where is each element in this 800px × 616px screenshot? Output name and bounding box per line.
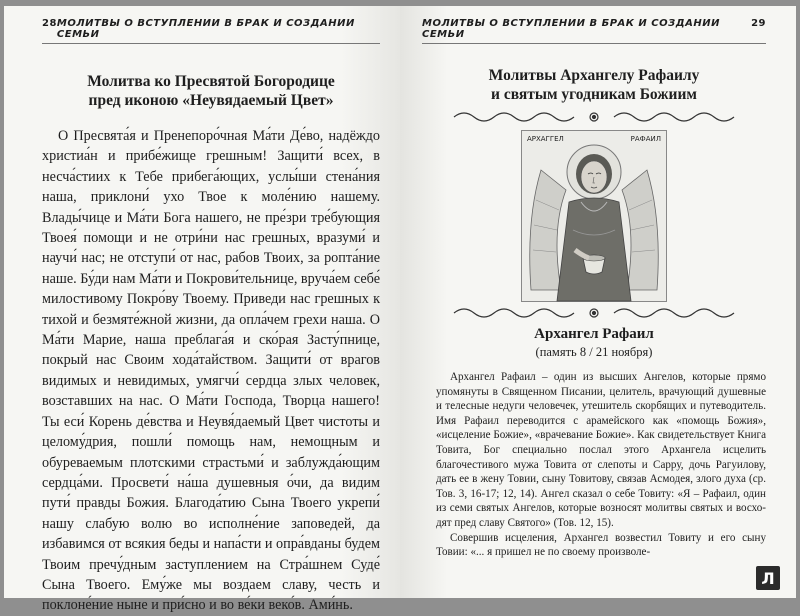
prayer-title-right <box>422 66 766 104</box>
running-head-left <box>42 18 380 44</box>
running-head-right <box>422 18 766 44</box>
prayer-paragraph: О Пресвята́я и Пренепоро́чная Ма́ти Де́во, надёждо христиа́н и прибе́жище грешным! Защити́ всех, в несча́стиих к Тебе прибега́ющих, услы́ши стена́ния наша, приклони́ ухо Твое к моле́нию нашему. Влады́чице и Ма́ти Бога нашего, не пре́зри тре́бующия Твоея́ помощи и не отри́ни нас грешных, вразуми́ и научи́ нас; не отступи́ от нас, рабов Твоих, за ропта́ние наше. Бу́ди нам Ма́ти и Покрови́тельнице, вруча́ем себе́ милостивому Покро́ву Твоему. Приведи нас грешных к тихой и безмяте́жной жизни, да опла́чем грехи наша. О Ма́ти Марие, наша преблага́я и ско́рая Засту́пнице, покрый нас Своим хода́тайством. Защити́ от врагов видимых и невидимых, умягчи́ сердца злых человек, возставших на нас. О Ма́ти Господа, Творца нашего! Ты еси́ Корень де́вства и Неувя́даемый Цвет чистоты и целому́дрия, пошли́ помощь нам, немощным и обуреваемым плотскими страстьми́ и заблужда́ющим сердца́ми. Просвети́ на́ша душевныя о́чи, да видим пути́ правды Божия. Благода́тию Сына Твоего укрепи́ нашу слабую волю во исполне́ние заповедей, да избавимся от всякия беды и напа́сти и опра́вданы будем Твоим пречу́дным заступлением на Стра́шнем Суде́ Сына Твоего. Ему́же мы воздаем славу, честь и поклоне́ние ныне и при́сно и во ве́ки веко́в. Ами́нь. <box>42 128 380 614</box>
icon-inscription-right: РАФАИЛ <box>630 135 661 143</box>
page-number-left: 28 <box>42 18 57 29</box>
hagiography-paragraph-1: Архангел Рафаил – один из высших Ангелов, которые прямо упомянуты в Священном Писании, целитель, врачующий душевные и телесные недуги человечек, утешитель скорбящих и путеводитель. Имя Рафаил переводится с арамейского как «помощь Божия», «исцеление Божие», «врачевание Божие». Как свидетельствует Книга Товита, Бог специально послал этого Архангела исцелить благочестивого мужа Товита от слепоты и Сарру, дочь Рагуилову, дать ее в жену Товии, сыну Товитову, связав Асмодея, злого духа (ср. Тов. 3, 16-17; 12, 14). Ангел сказал о себе Товиту: «Я – Рафаил, один из семи святых Ангелов, которые возносят молитвы святых и восходят пред славу Святого» (Тов. 12, 15). <box>436 371 766 529</box>
prayer-title-right-line2: и святым угодникам Божиим <box>491 86 697 103</box>
prayer-title-left-line2: пред иконою «Неувядаемый Цвет» <box>88 92 334 109</box>
ornament-flourish-icon <box>444 306 744 320</box>
prayer-title-left-line1: Молитва ко Пресвятой Богородице <box>87 73 335 90</box>
icon-caption-name: Архангел Рафаил <box>534 326 654 342</box>
right-page <box>400 6 796 598</box>
page-number-right: 29 <box>751 18 766 29</box>
icon-caption-date: (память 8 / 21 ноября) <box>535 345 653 359</box>
publisher-logo-badge: Л <box>756 566 780 590</box>
prayer-text <box>42 126 380 616</box>
ornament-flourish-icon <box>444 110 744 124</box>
prayer-title-left <box>42 72 380 110</box>
ornament-top <box>422 110 766 124</box>
hagiography-paragraph-2: Совершив исцеления, Архангел возвестил Товиту и его сыну Товии: «... я пришел не по своему произволе- <box>436 531 766 559</box>
prayer-title-right-line1: Молитвы Архангелу Рафаилу <box>488 67 700 84</box>
icon-inscription-left: АРХАГГЕЛ <box>527 135 564 143</box>
book-spread <box>4 6 796 614</box>
archangel-raphael-icon <box>521 130 667 302</box>
left-page <box>4 6 400 614</box>
ornament-bottom <box>422 306 766 320</box>
archangel-icon-image <box>521 130 667 302</box>
running-title-right: МОЛИТВЫ О ВСТУПЛЕНИИ В БРАК И СОЗДАНИИ СЕМЬИ <box>422 18 720 40</box>
running-title-left: МОЛИТВЫ О ВСТУПЛЕНИИ В БРАК И СОЗДАНИИ СЕМЬИ <box>56 18 355 40</box>
hagiography-text <box>422 370 766 560</box>
